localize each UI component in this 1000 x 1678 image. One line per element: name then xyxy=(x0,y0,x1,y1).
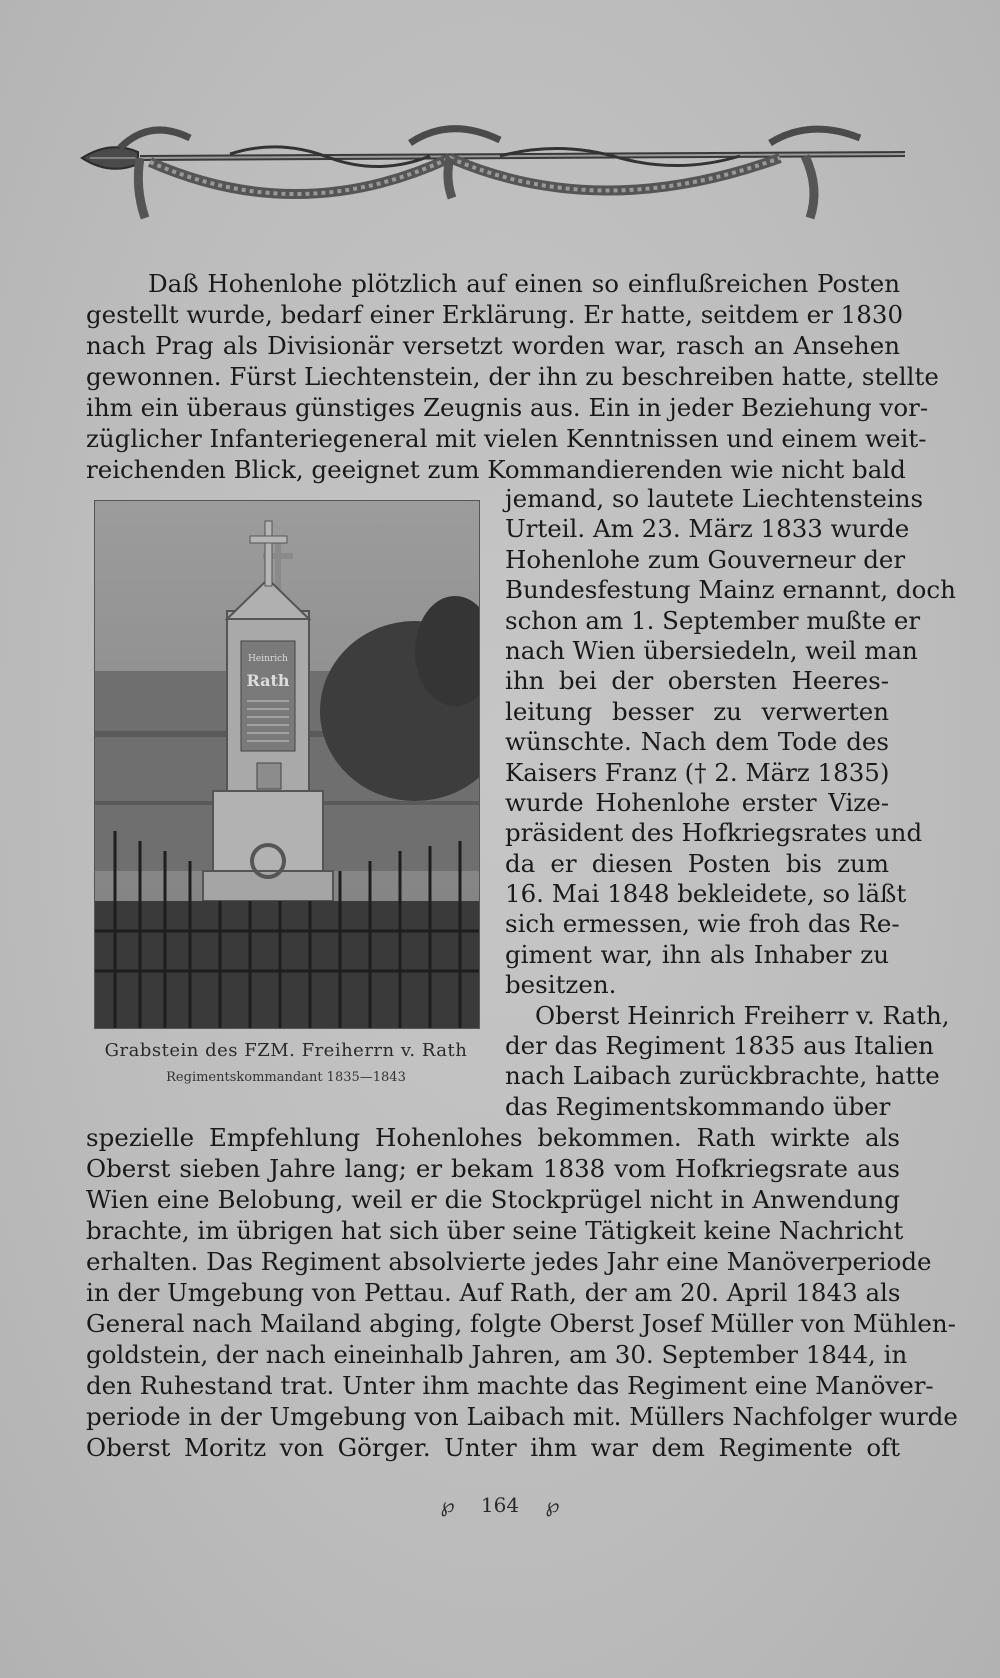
text-line: das Regimentskommando über xyxy=(505,1091,891,1121)
inscription-name: Rath xyxy=(246,671,290,690)
text-line: in der Umgebung von Pettau. Auf Rath, der am 20. April 1843 als xyxy=(86,1278,901,1307)
text-line: brachte, im übrigen hat sich über seine Tätigkeit keine Nachricht xyxy=(86,1216,904,1245)
text-line: Bundesfestung Mainz ernannt, doch xyxy=(505,575,956,605)
text-line: 16. Mai 1848 bekleidete, so läßt xyxy=(505,879,907,909)
text-line: ihn bei der obersten Heeres- xyxy=(505,666,889,696)
inscription-top: Heinrich xyxy=(248,654,288,664)
text-line: gewonnen. Fürst Liechtenstein, der ihn zu beschreiben hatte, stellte xyxy=(86,362,939,391)
text-line: leitung besser zu verwerten xyxy=(505,696,889,726)
text-line: den Ruhestand trat. Unter ihm machte das Regiment eine Manöver- xyxy=(86,1371,934,1400)
text-line: Kaisers Franz († 2. März 1835) xyxy=(505,757,890,787)
folio-ornament-left-icon: ℘ xyxy=(440,1493,455,1517)
text-line: Urteil. Am 23. März 1833 wurde xyxy=(505,514,910,544)
text-line: erhalten. Das Regiment absolvierte jedes Jahr eine Manöverperiode xyxy=(86,1247,932,1276)
text-line: nach Wien übersiedeln, weil man xyxy=(505,635,918,665)
text-line: jemand, so lautete Liechtensteins xyxy=(505,484,924,513)
text-line: reichenden Blick, geeignet zum Kommandierenden wie nicht bald xyxy=(86,455,906,484)
opening-paragraph xyxy=(86,268,939,485)
text-line: schon am 1. September mußte er xyxy=(505,605,921,635)
gravestone-photo xyxy=(94,500,480,1029)
text-line: präsident des Hofkriegsrates und xyxy=(505,818,923,848)
text-line: da er diesen Posten bis zum xyxy=(505,848,889,878)
text-line: Hohenlohe zum Gouverneur der xyxy=(505,544,906,574)
page-number-value: 164 xyxy=(480,1493,520,1517)
text-line: nach Prag als Divisionär versetzt worden war, rasch an Ansehen xyxy=(86,331,900,360)
text-line: giment war, ihn als Inhaber zu xyxy=(505,939,889,969)
text-line: Wien eine Belobung, weil er die Stockprügel nicht in Anwendung xyxy=(86,1185,900,1214)
text-line: Oberst Heinrich Freiherr v. Rath, xyxy=(535,1000,950,1030)
text-line: nach Laibach zurückbrachte, hatte xyxy=(505,1061,940,1091)
right-column-text xyxy=(505,484,956,1122)
folio-ornament-right-icon: ℘ xyxy=(545,1493,560,1517)
text-line: spezielle Empfehlung Hohenlohes bekommen. Rath wirkte als xyxy=(86,1123,900,1152)
text-line: gestellt wurde, bedarf einer Erklärung. Er hatte, seitdem er 1830 xyxy=(86,300,904,329)
text-line: sich ermessen, wie froh das Re- xyxy=(505,909,900,939)
text-line: ihm ein überaus günstiges Zeugnis aus. Ein in jeder Beziehung vor- xyxy=(86,393,929,422)
text-line: der das Regiment 1835 aus Italien xyxy=(505,1031,934,1061)
text-line: wurde Hohenlohe erster Vize- xyxy=(505,787,889,817)
figure-caption: Grabstein des FZM. Freiherrn v. Rath xyxy=(104,1040,468,1061)
text-line: Oberst sieben Jahre lang; er bekam 1838 vom Hofkriegsrate aus xyxy=(86,1154,900,1183)
text-line: Daß Hohenlohe plötzlich auf einen so einflußreichen Posten xyxy=(148,269,900,298)
text-line: goldstein, der nach eineinhalb Jahren, am 30. September 1844, in xyxy=(86,1340,908,1369)
garland-spear-ornament xyxy=(80,118,915,238)
text-line: Oberst Moritz von Görger. Unter ihm war dem Regimente oft xyxy=(86,1433,900,1462)
figure-subcaption: Regimentskommandant 1835—1843 xyxy=(166,1070,406,1085)
text-line: besitzen. xyxy=(505,970,617,1000)
page-number xyxy=(0,1493,1000,1517)
text-line: züglicher Infanteriegeneral mit vielen Kenntnissen und einem weit- xyxy=(86,424,927,453)
text-line: periode in der Umgebung von Laibach mit. Müllers Nachfolger wurde xyxy=(86,1402,958,1431)
closing-paragraph xyxy=(86,1122,958,1463)
text-line: General nach Mailand abging, folgte Oberst Josef Müller von Mühlen- xyxy=(86,1309,956,1338)
text-line: wünschte. Nach dem Tode des xyxy=(505,727,889,757)
